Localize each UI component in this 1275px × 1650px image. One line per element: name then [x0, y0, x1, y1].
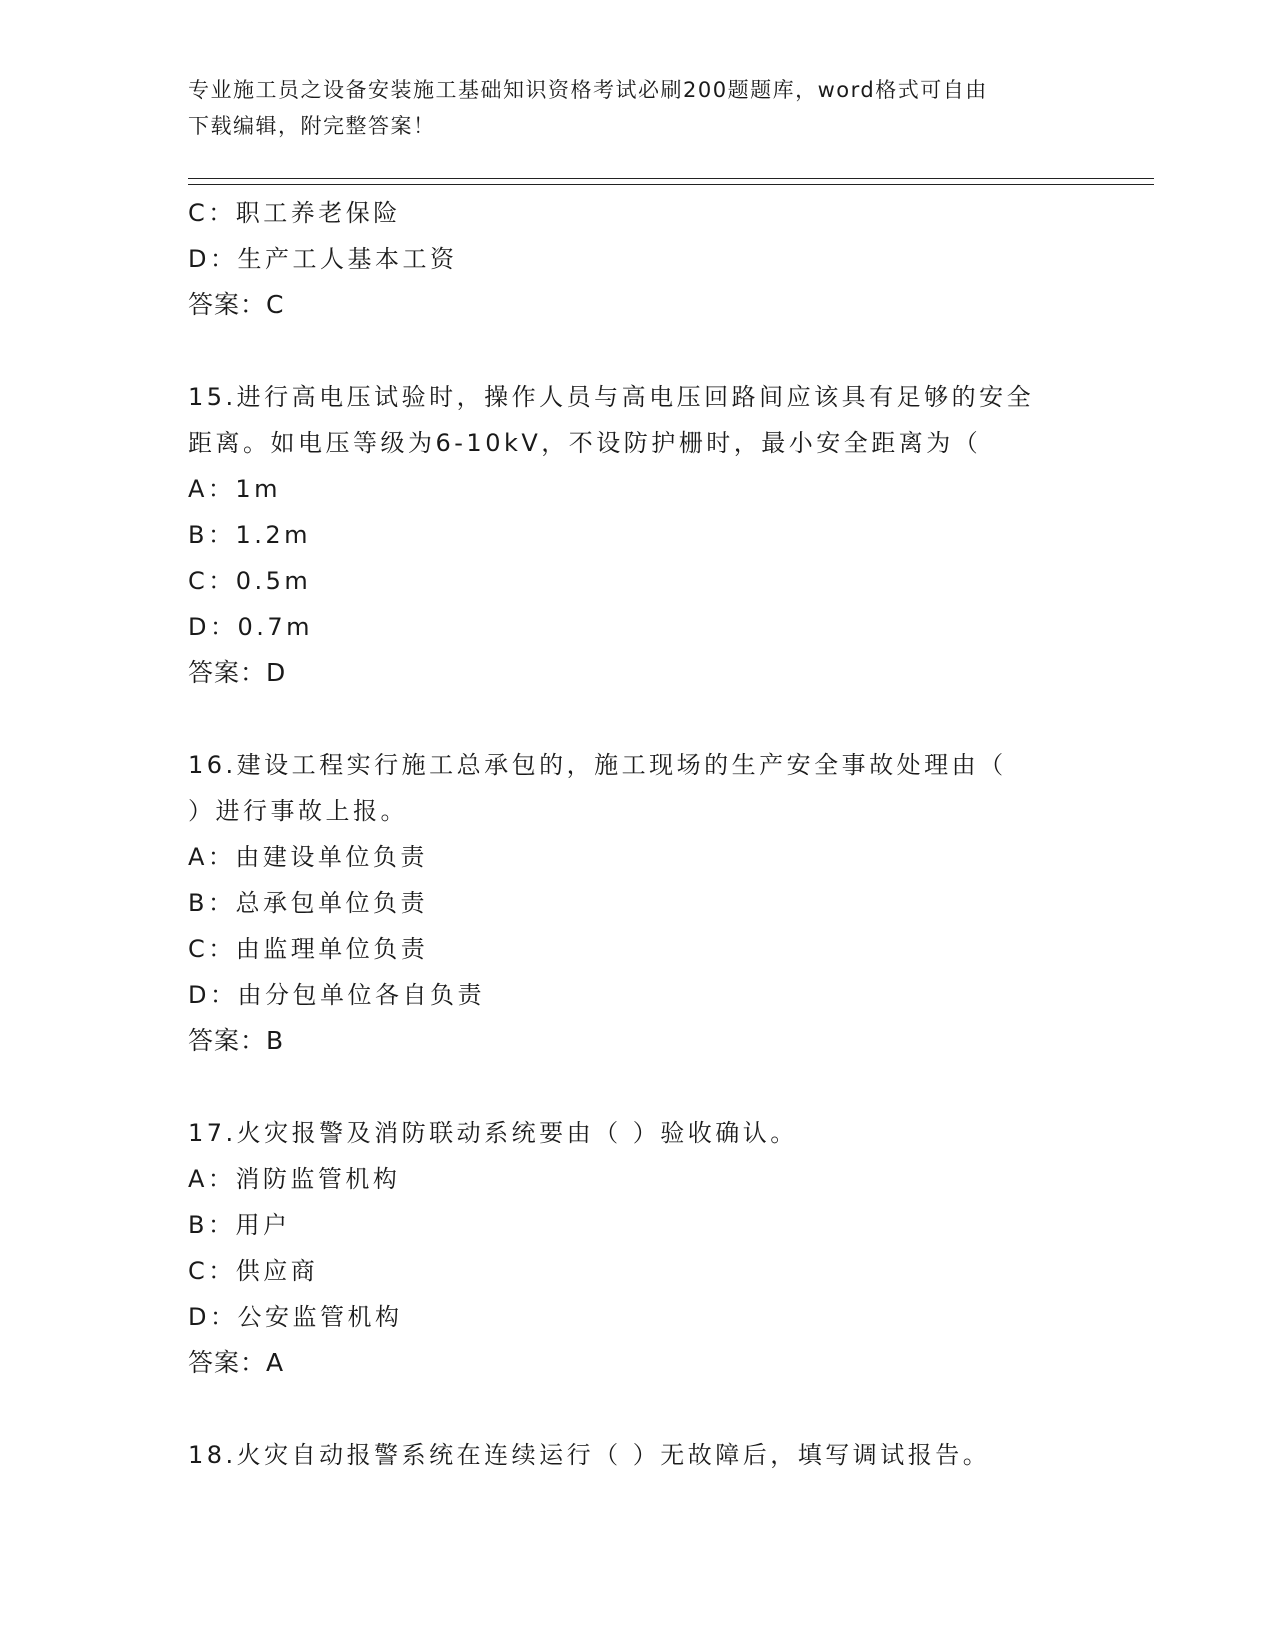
question-stem: 15.进行高电压试验时，操作人员与高电压回路间应该具有足够的安全	[188, 383, 1035, 411]
option-c: C：由监理单位负责	[188, 935, 429, 963]
question-block-17	[188, 1110, 1088, 1386]
question-stem-continued: 距离。如电压等级为6-10kV，不设防护栅时，最小安全距离为（	[188, 429, 982, 457]
option-b: B：1.2m	[188, 521, 312, 549]
question-stem-continued: ）进行事故上报。	[188, 797, 408, 825]
question-block-16	[188, 742, 1088, 1064]
answer: 答案：C	[188, 290, 285, 319]
header-title-line-2: 下载编辑，附完整答案！	[188, 114, 436, 138]
option-d: D：公安监管机构	[188, 1303, 403, 1331]
page-header	[188, 72, 1068, 144]
question-stem: 18.火灾自动报警系统在连续运行（ ）无故障后，填写调试报告。	[188, 1441, 991, 1469]
option-d: D：生产工人基本工资	[188, 245, 458, 273]
option-d: D：由分包单位各自负责	[188, 981, 485, 1009]
option-a: A：消防监管机构	[188, 1165, 401, 1193]
header-divider-top	[188, 178, 1154, 179]
spacer	[188, 328, 1088, 374]
question-block-15	[188, 374, 1088, 696]
question-list	[188, 190, 1088, 1478]
option-c: C：供应商	[188, 1257, 319, 1285]
header-title-line-1: 专业施工员之设备安装施工基础知识资格考试必刷200题题库，word格式可自由	[188, 78, 988, 102]
spacer	[188, 1064, 1088, 1110]
answer: 答案：B	[188, 1026, 285, 1055]
option-b: B：用户	[188, 1211, 291, 1239]
option-a: A：由建设单位负责	[188, 843, 428, 871]
option-c: C：职工养老保险	[188, 199, 401, 227]
option-a: A：1m	[188, 475, 282, 503]
spacer	[188, 696, 1088, 742]
spacer	[188, 1386, 1088, 1432]
answer: 答案：D	[188, 658, 287, 687]
option-b: B：总承包单位负责	[188, 889, 428, 917]
question-stem: 16.建设工程实行施工总承包的，施工现场的生产安全事故处理由（	[188, 751, 1007, 779]
option-d: D：0.7m	[188, 613, 314, 641]
question-block-prev	[188, 190, 1088, 328]
question-block-18	[188, 1432, 1088, 1478]
option-c: C：0.5m	[188, 567, 312, 595]
answer: 答案：A	[188, 1348, 285, 1377]
question-stem: 17.火灾报警及消防联动系统要由（ ）验收确认。	[188, 1119, 798, 1147]
header-divider-bottom	[188, 184, 1154, 185]
